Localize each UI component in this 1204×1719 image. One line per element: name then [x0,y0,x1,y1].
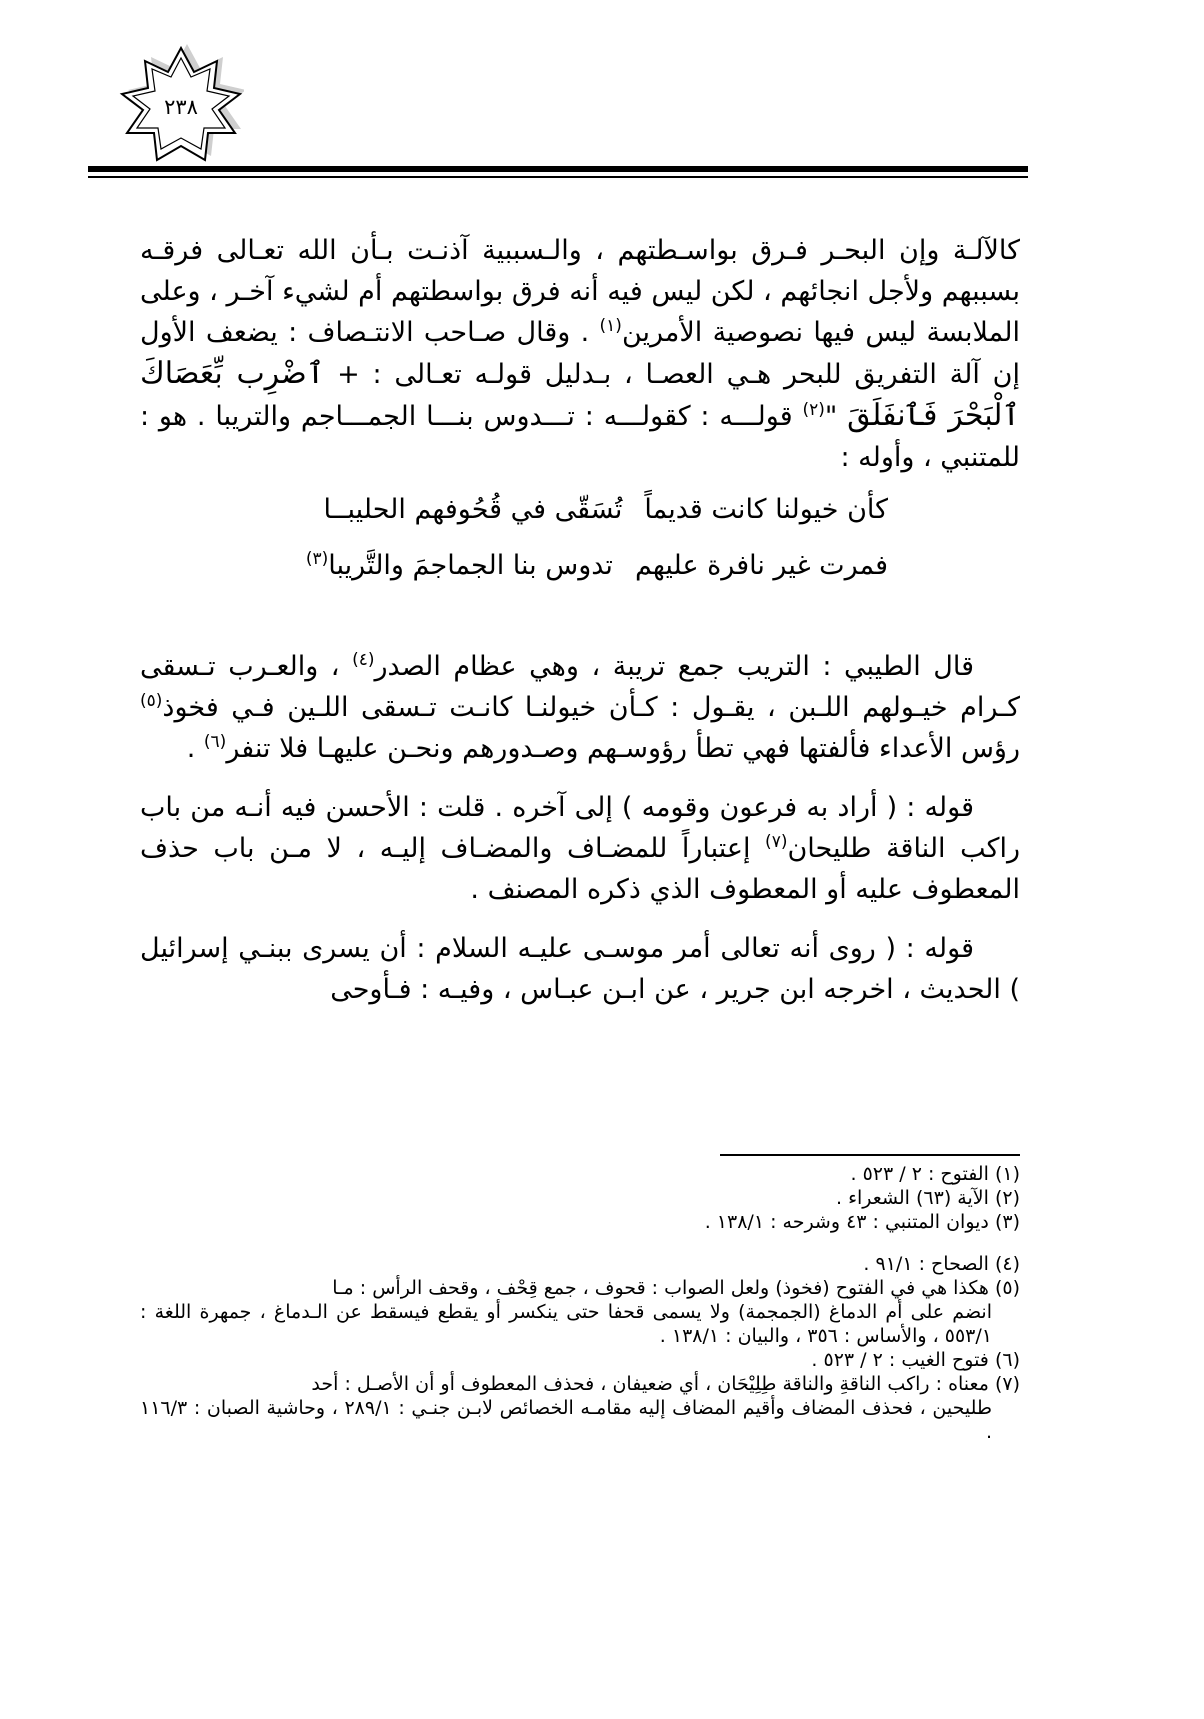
footnote-text: فتوح الغيب : ٢ / ٥٢٣ . [811,1349,989,1371]
main-text [140,230,1020,1010]
footnote-ref[interactable]: (٦) [203,732,227,752]
footnote [140,1210,1020,1234]
footnote-number: (٤) [994,1253,1020,1275]
footnote [140,1372,1020,1444]
quran-verse: ٱضْرِب بِّعَصَاكَ ٱلْبَحْرَ فَٱنفَلَقَ [140,356,1020,433]
text-run: ، والعـرب تـسقى كـرام خيـولهم اللـبن ، يقـول : كـأن خيولنـا كانـت تـسقى اللـين فـي فخوذ [140,651,1020,723]
footnote [140,1276,1020,1348]
footnote-text: هكذا هي في الفتوح (فخوذ) ولعل الصواب : قحوف ، جمع قِحْف ، وقحف الرأس : مـا [332,1277,989,1299]
text-run: قوله : ( أراد به فرعون وقومه ) إلى آخره . قلت : الأحسن فيه أنـه من باب راكب الناقة طليحان [140,792,1020,864]
paragraph-4: قوله : ( روى أنه تعالى أمر موسـى عليـه السلام : أن يسرى ببنـي إسرائيل ) الحديث ، اخرجه ابن جرير ، عن ابـن عبـاس ، وفيـه : فـأوحى [140,933,1020,1005]
footnote-number: (٥) [994,1277,1020,1299]
paragraph-1 [140,230,1020,478]
page-number: ٢٣٨ [164,95,198,119]
text-run: . وقال صـاحب الانتـصاف : يضعف الأول إن آلة التفريق للبحر هـي العصـا ، بـدليل قولـه تعـالى : + [140,317,1020,390]
footnote-text: ديوان المتنبي : ٤٣ وشرحه : ١٣٨/١ . [704,1211,989,1233]
footnote [140,1162,1020,1186]
text-run: إعتباراً للمضـاف والمضـاف إليـه ، لا مـن باب حذف المعطوف عليه أو المعطوف الذي ذكره المصنف . [140,833,1020,905]
footnote-number: (١) [994,1163,1020,1185]
poetry-line [140,538,1020,594]
hemistich: تُسَقّى في قُحُوفهم الحليبــا [323,494,623,525]
footnote-ref[interactable]: (٢) [802,400,825,420]
hemistich: فمرت غير نافرة عليهم [634,550,888,581]
footnote [140,1186,1020,1210]
footnote-ref[interactable]: (٤) [352,650,375,670]
paragraph-3 [140,787,1020,910]
footnote-ref[interactable]: (٥) [140,691,163,711]
text-run: قال الطيبي : التريب جمع تريبة ، وهي عظام الصدر [374,651,975,682]
footnote-text: الصحاح : ٩١/١ . [863,1253,989,1275]
text-run: . [186,733,204,764]
footnote-text: انضم على أم الدماغ (الجمجمة) ولا يسمى قحفا حتى ينكسر أو يقطع فيسقط عن الـدماغ ، جمهرة اللغة : ٥٥٣/١ ، والأساس : ٣٥٦ ، والبيان : ١٣٨/١ . [140,1301,992,1347]
text-run: رؤس الأعداء فألفتها فهي تطأ رؤوسـهم وصـدورهم ونحـن عليهـا فلا تنفر [226,733,1020,764]
text-run: قولـــه : كقولـــه : تـــدوس بنـــا الجمـــاجم والتريبا . هو : للمتنبي ، وأوله : [140,401,1020,473]
footnote [140,1348,1020,1372]
footnote-number: (٣) [994,1211,1020,1233]
footnotes [140,1162,1020,1444]
footnote-number: (٦) [994,1349,1020,1371]
poetry-block [140,482,1020,594]
text-run: " [824,401,848,432]
header-rule-thick [88,166,1028,172]
footnote-text: طليحين ، فحذف المضاف وأقيم المضاف إليه مقامـه الخصائص لابـن جنـي : ٢٨٩/١ ، وحاشية الصبان : ١١٦/٣ . [140,1397,992,1443]
footnote-ref[interactable]: (٣) [305,549,329,569]
text-run: كالآلـة وإن البحـر فـرق بواسـطتهم ، والـسببية آذنـت بـأن الله تعـالى فرقـه بسببهم ولأجل انجائهم ، لكن ليس فيه أنه فرق بواسطتهم أم لشيء آخـر ، وعلى الملابسة ليس فيها نصوصية الأمرين [140,235,1021,348]
poetry-line [140,482,1020,538]
hemistich: تدوس بنا الجماجمَ والتَّريبا [328,550,613,581]
footnote-text: الآية (٦٣) الشعراء . [836,1187,989,1209]
footnote-number: (٢) [994,1187,1020,1209]
footnote-separator [720,1154,1020,1156]
footnote-ref[interactable]: (٧) [765,832,788,852]
hemistich: كأن خيولنا كانت قديماً [644,494,888,525]
paragraph-2 [140,646,1020,769]
footnote-number: (٧) [994,1373,1020,1395]
header-rule-thin [88,176,1028,178]
footnote [140,1252,1020,1276]
footnote-text: معناه : راكب الناقةِ والناقة طِلِيْحَان ، أي ضعيفان ، فحذف المعطوف أو أن الأصـل : أحد [311,1373,989,1395]
page-number-badge [118,44,244,170]
footnote-text: الفتوح : ٢ / ٥٢٣ . [850,1163,989,1185]
footnote-ref[interactable]: (١) [599,316,622,336]
